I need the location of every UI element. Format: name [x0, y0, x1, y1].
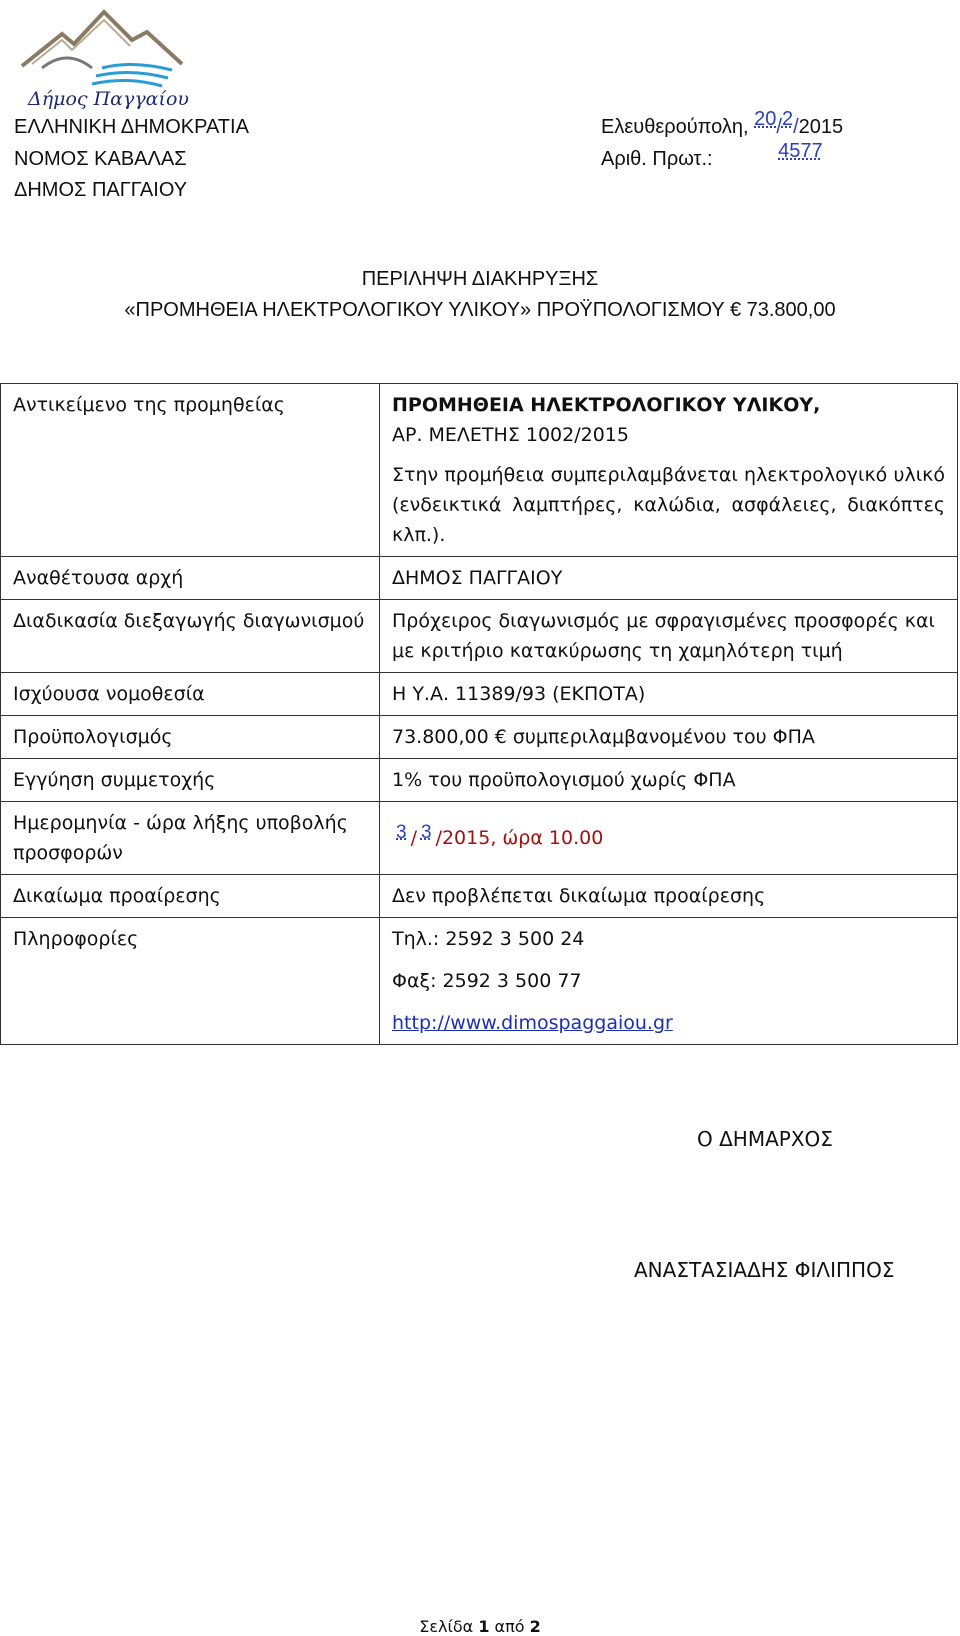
- footer-total: 2: [529, 1617, 541, 1636]
- signature-role: Ο ΔΗΜΑΡΧΟΣ: [697, 1127, 833, 1151]
- table-row: [1, 716, 958, 759]
- protocol-number: 4577: [778, 140, 823, 162]
- authority-value: ΔΗΜΟΣ ΠΑΓΓΑΙΟΥ: [380, 557, 958, 600]
- law-label: Ισχύουσα νομοθεσία: [1, 673, 380, 716]
- guarantee-value: 1% του προϋπολογισμού χωρίς ΦΠΑ: [380, 759, 958, 802]
- subject-desc: Στην προμήθεια συμπεριλαμβάνεται ηλεκτρολογικό υλικό (ενδεικτικά λαμπτήρες, καλώδια, ασφάλειες, διακόπτες κλπ.).: [392, 464, 945, 546]
- header-prefecture: ΝΟΜΟΣ ΚΑΒΑΛΑΣ: [14, 148, 187, 170]
- info-label: Πληροφορίες: [1, 918, 380, 1045]
- guarantee-label: Εγγύηση συμμετοχής: [1, 759, 380, 802]
- date-month: 2: [781, 108, 794, 130]
- summary-table: [0, 383, 958, 1045]
- procedure-value: Πρόχειρος διαγωνισμός με σφραγισμένες προσφορές και με κριτήριο κατακύρωσης τη χαμηλότερη τιμή: [380, 600, 958, 673]
- subject-title: ΠΡΟΜΗΘΕΙΑ ΗΛΕΚΤΡΟΛΟΓΙΚΟΥ ΥΛΙΚΟΥ,: [392, 394, 821, 416]
- doc-title: ΠΕΡΙΛΗΨΗ ΔΙΑΚΗΡΥΞΗΣ: [361, 268, 599, 290]
- page-footer: [0, 1617, 960, 1636]
- law-value: Η Υ.Α. 11389/93 (ΕΚΠΟΤΑ): [380, 673, 958, 716]
- date-line: Ελευθερούπολη, 20/2/2015: [601, 108, 844, 138]
- header-country: ΕΛΛΗΝΙΚΗ ΔΗΜΟΚΡΑΤΙΑ: [14, 116, 249, 138]
- place-label: Ελευθερούπολη,: [601, 116, 749, 138]
- table-row: [1, 918, 958, 1045]
- table-row: [1, 673, 958, 716]
- doc-subtitle: «ΠΡΟΜΗΘΕΙΑ ΗΛΕΚΤΡΟΛΟΓΙΚΟΥ ΥΛΙΚΟΥ» ΠΡΟΫΠΟΛΟΓΙΣΜΟΥ € 73.800,00: [124, 299, 836, 321]
- municipality-logo: [12, 4, 192, 114]
- procedure-label: Διαδικασία διεξαγωγής διαγωνισμού: [1, 600, 380, 673]
- deadline-value: 3 / 3 /2015, ώρα 10.00: [380, 802, 958, 875]
- option-value: Δεν προβλέπεται δικαίωμα προαίρεσης: [380, 875, 958, 918]
- header-municipality: ΔΗΜΟΣ ΠΑΓΓΑΙΟΥ: [14, 179, 188, 201]
- deadline-day: 3: [396, 821, 407, 843]
- signature-name: ΑΝΑΣΤΑΣΙΑΔΗΣ ΦΙΛΙΠΠΟΣ: [634, 1258, 895, 1282]
- protocol-line: [601, 140, 849, 171]
- footer-page: 1: [478, 1617, 490, 1636]
- deadline-month: 3: [420, 821, 432, 843]
- budget-label: Προϋπολογισμός: [1, 716, 380, 759]
- subject-value: [380, 384, 958, 557]
- logo-text: Δήμος Παγγαίου: [28, 88, 189, 110]
- budget-value: 73.800,00 € συμπεριλαμβανομένου του ΦΠΑ: [380, 716, 958, 759]
- table-row: [1, 759, 958, 802]
- website-link[interactable]: http://www.dimospaggaiou.gr: [392, 1012, 673, 1034]
- protocol-label: Αριθ. Πρωτ.:: [601, 148, 713, 170]
- table-row: [1, 557, 958, 600]
- subject-study: ΑΡ. ΜΕΛΕΤΗΣ 1002/2015: [392, 424, 629, 446]
- date-day: 20: [754, 108, 777, 130]
- footer-middle: από: [494, 1617, 525, 1636]
- table-row: [1, 875, 958, 918]
- info-phone: Τηλ.: 2592 3 500 24: [392, 928, 585, 950]
- deadline-rest: /2015, ώρα 10.00: [435, 826, 604, 849]
- deadline-label: Ημερομηνία - ώρα λήξης υποβολής προσφορών: [1, 802, 380, 875]
- info-fax: Φαξ: 2592 3 500 77: [392, 970, 582, 992]
- subject-label: Αντικείμενο της προμηθείας: [1, 384, 380, 557]
- table-row: [1, 384, 958, 557]
- table-row: [1, 802, 958, 875]
- info-value: [380, 918, 958, 1045]
- footer-prefix: Σελίδα: [419, 1617, 474, 1636]
- authority-label: Αναθέτουσα αρχή: [1, 557, 380, 600]
- date-year: 2015: [798, 116, 844, 138]
- table-row: [1, 600, 958, 673]
- option-label: Δικαίωμα προαίρεσης: [1, 875, 380, 918]
